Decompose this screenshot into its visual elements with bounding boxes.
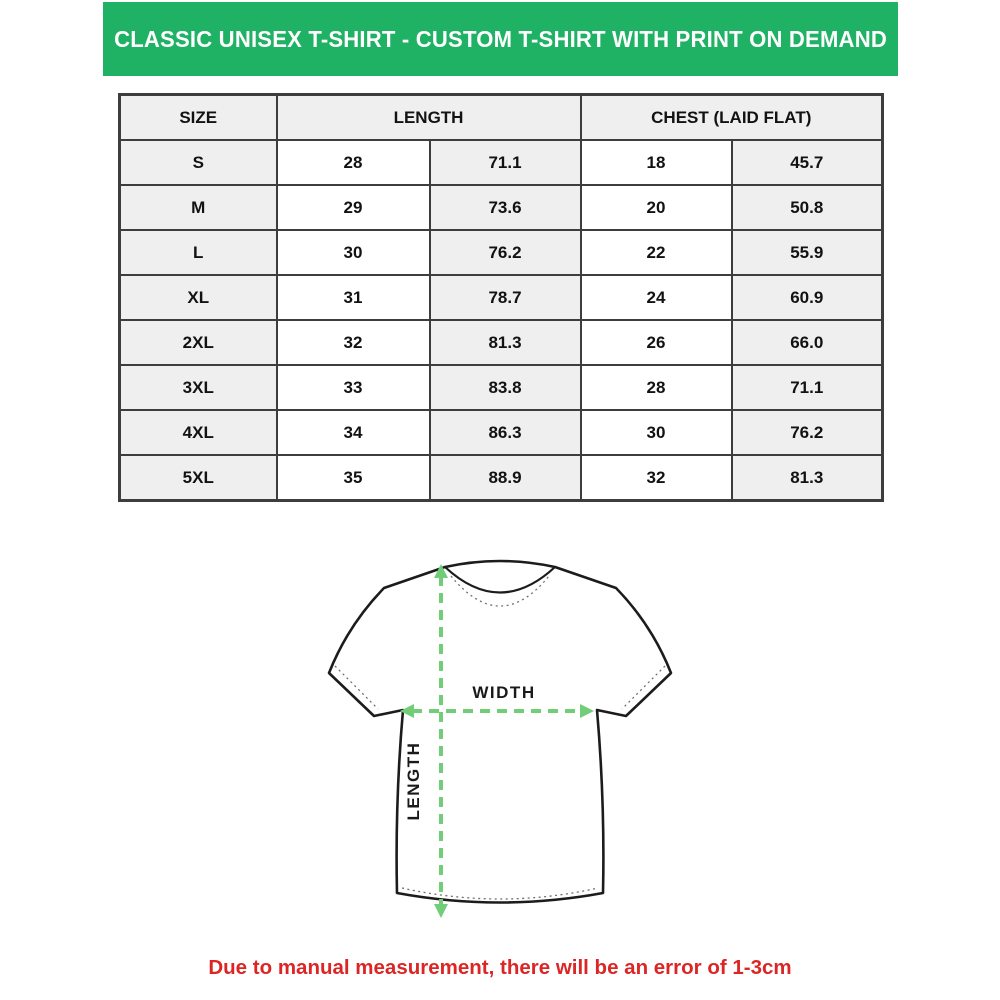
col-header-chest: CHEST (LAID FLAT): [581, 95, 883, 141]
table-row: [120, 275, 883, 320]
length-cm: 88.9: [430, 455, 581, 501]
length-cm: 76.2: [430, 230, 581, 275]
chest-inches: 32: [581, 455, 732, 501]
page-title: CLASSIC UNISEX T-SHIRT - CUSTOM T-SHIRT WITH PRINT ON DEMAND: [114, 25, 887, 52]
chest-inches: 20: [581, 185, 732, 230]
measurement-disclaimer: Due to manual measurement, there will be an error of 1-3cm: [208, 956, 792, 979]
length-cm: 81.3: [430, 320, 581, 365]
length-inches: 28: [277, 140, 430, 185]
length-label: LENGTH: [404, 741, 423, 821]
size-label: XL: [120, 275, 277, 320]
chest-inches: 26: [581, 320, 732, 365]
length-inches: 32: [277, 320, 430, 365]
table-row: [120, 140, 883, 185]
chest-cm: 60.9: [732, 275, 883, 320]
length-cm: 73.6: [430, 185, 581, 230]
size-label: 5XL: [120, 455, 277, 501]
size-label: 3XL: [120, 365, 277, 410]
table-row: [120, 230, 883, 275]
length-inches: 35: [277, 455, 430, 501]
length-arrow-bottom-head: [434, 904, 448, 918]
col-header-size: SIZE: [120, 95, 277, 141]
length-inches: 33: [277, 365, 430, 410]
length-cm: 78.7: [430, 275, 581, 320]
chest-cm: 50.8: [732, 185, 883, 230]
table-row: [120, 365, 883, 410]
chest-cm: 66.0: [732, 320, 883, 365]
chest-cm: 71.1: [732, 365, 883, 410]
table-row: [120, 320, 883, 365]
chest-inches: 24: [581, 275, 732, 320]
chest-cm: 81.3: [732, 455, 883, 501]
tshirt-body-outline: [329, 561, 671, 903]
chest-inches: 22: [581, 230, 732, 275]
chest-inches: 18: [581, 140, 732, 185]
length-inches: 31: [277, 275, 430, 320]
length-cm: 86.3: [430, 410, 581, 455]
length-inches: 34: [277, 410, 430, 455]
size-label: L: [120, 230, 277, 275]
size-label: 4XL: [120, 410, 277, 455]
size-label: S: [120, 140, 277, 185]
length-cm: 71.1: [430, 140, 581, 185]
chest-inches: 28: [581, 365, 732, 410]
length-inches: 30: [277, 230, 430, 275]
chest-cm: 45.7: [732, 140, 883, 185]
table-row: [120, 185, 883, 230]
tshirt-illustration: [308, 552, 692, 932]
size-label: 2XL: [120, 320, 277, 365]
chest-inches: 30: [581, 410, 732, 455]
chest-cm: 55.9: [732, 230, 883, 275]
size-label: M: [120, 185, 277, 230]
table-row: [120, 410, 883, 455]
size-chart-table: [118, 93, 884, 502]
width-label: WIDTH: [472, 683, 536, 702]
length-cm: 83.8: [430, 365, 581, 410]
table-header-row: [120, 95, 883, 141]
title-banner: [103, 2, 898, 76]
tshirt-measurement-diagram: [308, 552, 692, 932]
table-row: [120, 455, 883, 501]
chest-cm: 76.2: [732, 410, 883, 455]
length-inches: 29: [277, 185, 430, 230]
col-header-length: LENGTH: [277, 95, 581, 141]
